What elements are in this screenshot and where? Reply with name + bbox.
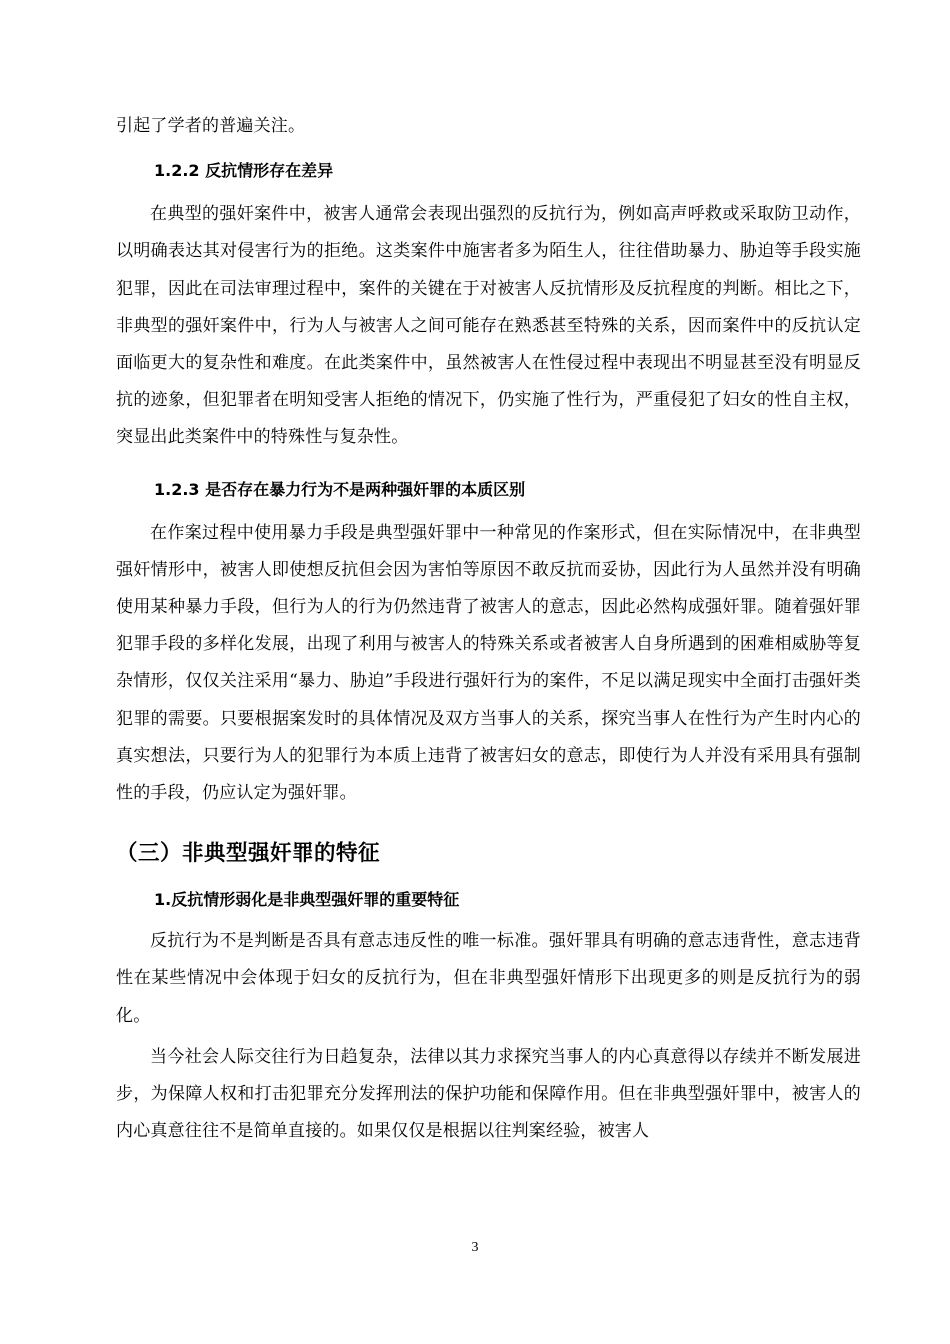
paragraph-resistance-difference: 在典型的强奸案件中，被害人通常会表现出强烈的反抗行为，例如高声呼救或采取防卫动作，以明确表达其对侵害行为的拒绝。这类案件中施害者多为陌生人，往往借助暴力、胁迫等手段实施犯罪，因此在司法审理过程中，案件的关键在于对被害人反抗情形及反抗程度的判断。相比之下，非典型的强奸案件中，行为人与被害人之间可能存在熟悉甚至特殊的关系，因而案件中的反抗认定面临更大的复杂性和难度。在此类案件中，虽然被害人在性侵过程中表现出不明显甚至没有明显反抗的迹象，但犯罪者在明知受害人拒绝的情况下，仍实施了性行为，严重侵犯了妇女的性自主权，突显出此类案件中的特殊性与复杂性。 bbox=[116, 204, 861, 448]
chapter-heading: （三）非典型强奸罪的特征 bbox=[116, 841, 381, 867]
paragraph-violence-not-essential: 在作案过程中使用暴力手段是典型强奸罪中一种常见的作案形式，但在实际情况中，在非典型强奸情形中，被害人即使想反抗但会因为害怕等原因不敢反抗而妥协，因此行为人虽然并没有明确使用某种暴力手段，但行为人的行为仍然违背了被害人的意志，因此必然构成强奸罪。随着强奸罪犯罪手段的多样化发展，出现了利用与被害人的特殊关系或者被害人自身所遇到的困难相威胁等复杂情形，仅仅关注采用“暴力、胁迫”手段进行强奸行为的案件，不足以满足现实中全面打击强奸类犯罪的需要。只要根据案发时的具体情况及双方当事人的关系，探究当事人在性行为产生时内心的真实想法，只要行为人的犯罪行为本质上违背了被害妇女的意志，即使行为人并没有采用具有强制性的手段，仍应认定为强奸罪。 bbox=[116, 522, 861, 804]
page-number: 3 bbox=[471, 1240, 479, 1255]
paragraph-social-complexity: 当今社会人际交往行为日趋复杂，法律以其力求探究当事人的内心真意得以存续并不断发展进步，为保障人权和打击犯罪充分发挥刑法的保护功能和保障作用。但在非典型强奸罪中，被害人的内心真意往往不是简单直接的。如果仅仅是根据以往判案经验，被害人 bbox=[116, 1046, 861, 1142]
intro-fragment: 引起了学者的普遍关注。 bbox=[116, 116, 306, 136]
paragraph-resistance-weakened: 反抗行为不是判断是否具有意志违反性的唯一标准。强奸罪具有明确的意志违背性，意志违背性在某些情况中会体现于妇女的反抗行为，但在非典型强奸情形下出现更多的则是反抗行为的弱化。 bbox=[116, 931, 861, 1026]
subsection-heading-1: 1.反抗情形弱化是非典型强奸罪的重要特征 bbox=[154, 890, 460, 910]
subsection-heading-1-2-3: 1.2.3 是否存在暴力行为不是两种强奸罪的本质区别 bbox=[154, 479, 526, 499]
page-body bbox=[116, 108, 861, 1150]
subsection-heading-1-2-2: 1.2.2 反抗情形存在差异 bbox=[154, 161, 334, 181]
